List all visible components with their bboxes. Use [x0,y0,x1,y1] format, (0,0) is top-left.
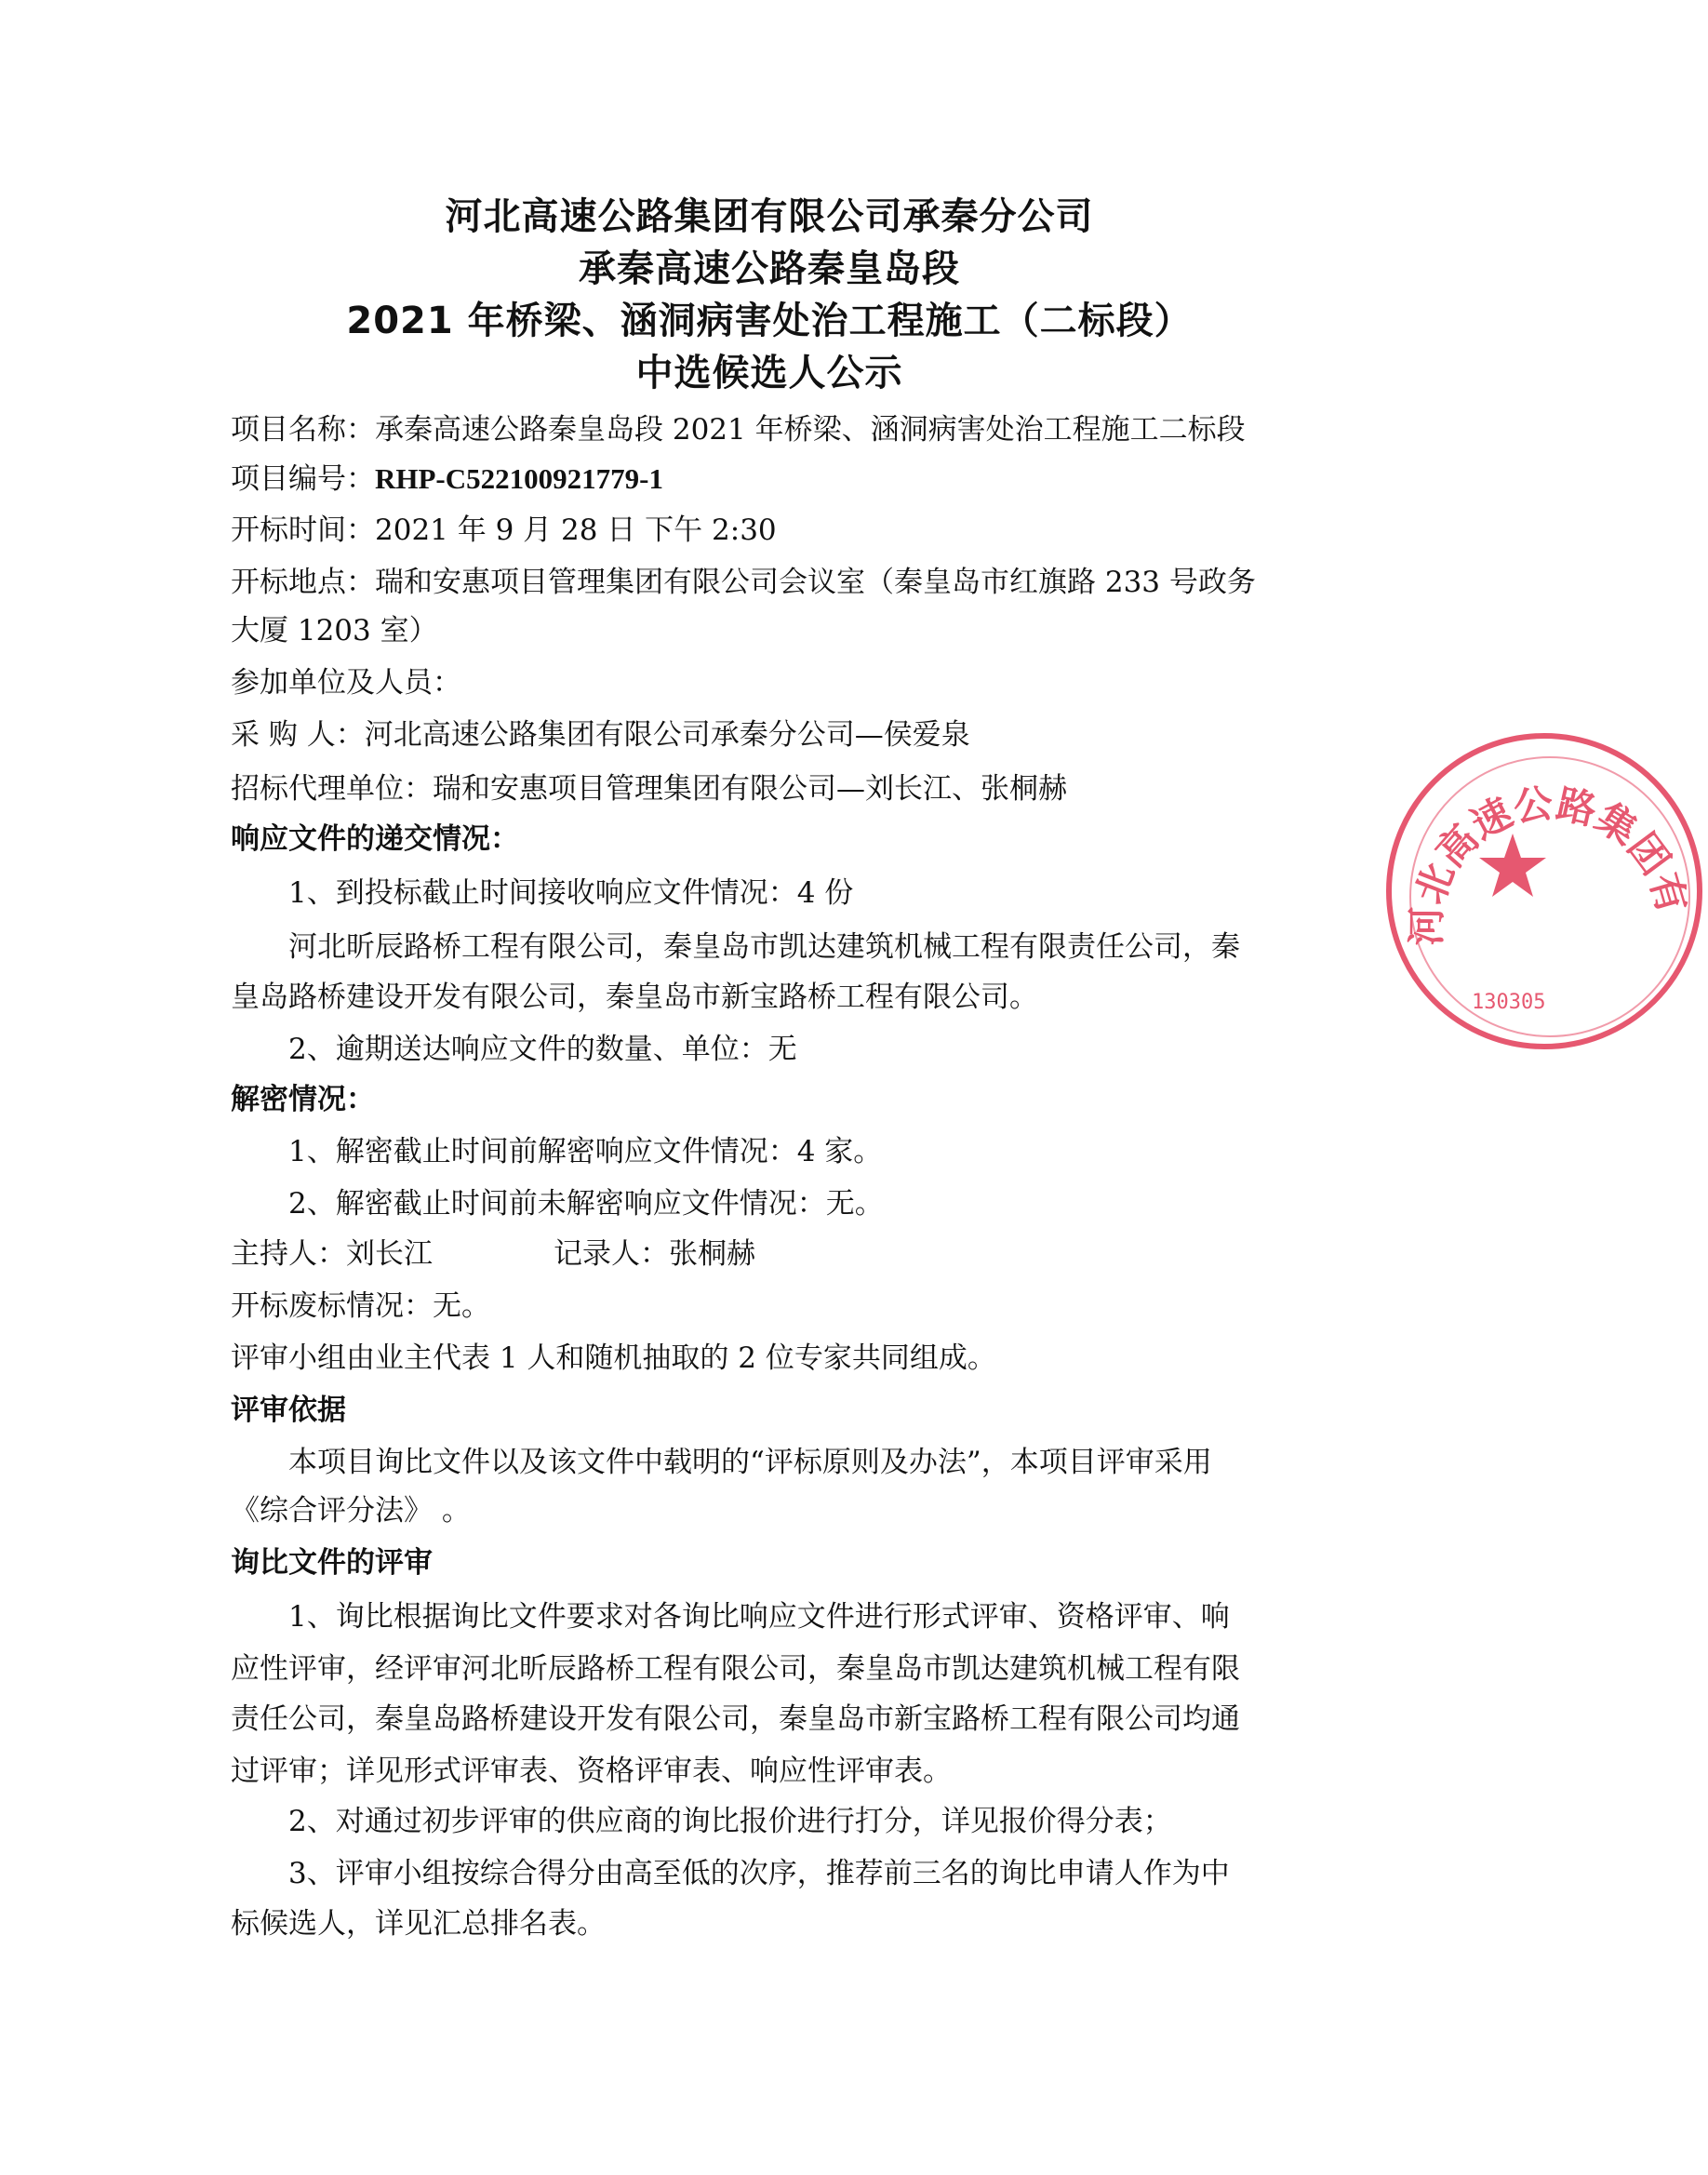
host-recorder-line [231,1234,755,1274]
title-line-4: 中选候选人公示 [635,352,903,394]
project-no-value: RHP-C522100921779-1 [375,462,663,495]
submission-item-1: 1、到投标截止时间接收响应文件情况：4 份 [288,876,854,910]
review-p3-line-1: 3、评审小组按综合得分由高至低的次序，推荐前三名的询比申请人作为中 [288,1857,1230,1890]
project-name-line [231,409,1246,450]
project-no-label: 项目编号： [231,462,375,496]
panel-line: 评审小组由业主代表 1 人和随机抽取的 2 位专家共同组成。 [231,1341,996,1375]
review-p1-line-1: 1、询比根据询比文件要求对各询比响应文件进行形式评审、资格评审、响 [288,1600,1230,1634]
project-name-value: 承秦高速公路秦皇岛段 2021 年桥梁、涵洞病害处治工程施工二标段 [375,413,1246,447]
open-place-line-1 [231,562,1256,603]
project-no-line [231,459,663,500]
review-heading: 询比文件的评审 [231,1546,433,1580]
project-name-label: 项目名称： [231,413,375,447]
submission-companies-1: 河北昕辰路桥工程有限公司，秦皇岛市凯达建筑机械工程有限责任公司，秦 [288,930,1240,964]
review-p3-line-2: 标候选人，详见汇总排名表。 [231,1907,606,1941]
review-p1-line-3: 责任公司，秦皇岛路桥建设开发有限公司，秦皇岛市新宝路桥工程有限公司均通 [231,1702,1240,1736]
agent-value: 瑞和安惠项目管理集团有限公司—刘长江、张桐赫 [433,772,1067,806]
recorder-text: 记录人：张桐赫 [554,1237,755,1271]
open-place-value-1: 瑞和安惠项目管理集团有限公司会议室（秦皇岛市红旗路 233 号政务 [375,566,1256,599]
open-time-line [231,510,777,551]
seal-code: 130305 [1472,991,1546,1014]
open-place-label: 开标地点： [231,566,375,599]
submission-item-2: 2、逾期送达响应文件的数量、单位：无 [288,1033,797,1066]
participants-line: 参加单位及人员： [231,666,461,700]
seal-graphic [1392,739,1708,1055]
document-title [0,191,1539,399]
open-time-label: 开标时间： [231,514,375,547]
host-text: 主持人：刘长江 [231,1237,433,1271]
basis-text-2: 《综合评分法》 。 [231,1494,471,1528]
submission-heading: 响应文件的递交情况： [231,822,519,856]
buyer-label: 采 购 人： [231,718,365,752]
review-p1-line-4: 过评审；详见形式评审表、资格评审表、响应性评审表。 [231,1755,952,1788]
buyer-line [231,714,970,755]
official-seal [1386,733,1702,1049]
open-time-value: 2021 年 9 月 28 日 下午 2:30 [375,514,777,547]
seal-arc-text: 河北高速公路集团有 [1403,780,1696,946]
title-line-2: 承秦高速公路秦皇岛段 [579,247,960,290]
agent-label: 招标代理单位： [231,772,433,806]
open-place-line-2: 大厦 1203 室） [231,614,438,647]
submission-companies-2: 皇岛路桥建设开发有限公司，秦皇岛市新宝路桥工程有限公司。 [231,981,1038,1014]
decrypt-heading: 解密情况： [231,1083,375,1116]
decrypt-item-2: 2、解密截止时间前未解密响应文件情况：无。 [288,1187,884,1221]
review-p2: 2、对通过初步评审的供应商的询比报价进行打分，详见报价得分表； [288,1805,1172,1838]
buyer-value: 河北高速公路集团有限公司承秦分公司—侯爱泉 [364,718,970,752]
title-line-1: 河北高速公路集团有限公司承秦分公司 [445,195,1094,238]
review-p1-line-2: 应性评审，经评审河北昕辰路桥工程有限公司，秦皇岛市凯达建筑机械工程有限 [231,1652,1240,1686]
agent-line [231,768,1067,809]
basis-text-1: 本项目询比文件以及该文件中载明的“评标原则及办法”，本项目评审采用 [288,1446,1212,1479]
basis-heading: 评审依据 [231,1394,346,1427]
title-line-3: 2021 年桥梁、涵洞病害处治工程施工（二标段） [346,300,1193,342]
decrypt-item-1: 1、解密截止时间前解密响应文件情况：4 家。 [288,1135,883,1168]
void-bids-line: 开标废标情况：无。 [231,1289,490,1323]
